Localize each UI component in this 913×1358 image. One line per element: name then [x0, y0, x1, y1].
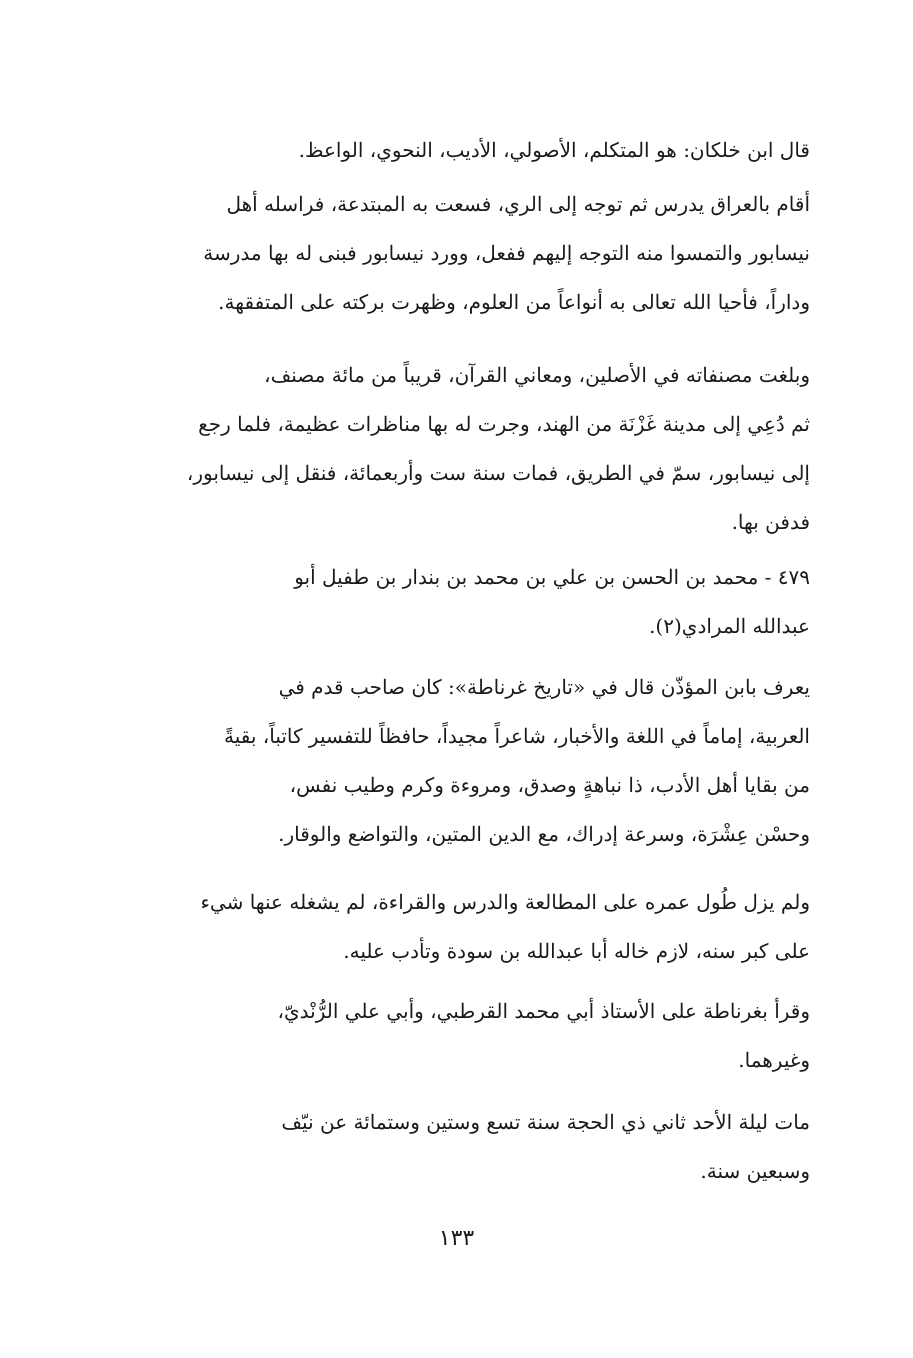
text-line: مات ليلة الأحد ثاني ذي الحجة سنة تسع وستين وستمائة عن نيّف	[281, 1110, 810, 1134]
text-line: وقرأ بغرناطة على الأستاذ أبي محمد القرطبي، وأبي علي الرُّنْديّ،	[277, 999, 810, 1023]
text-line: أقام بالعراق يدرس ثم توجه إلى الري، فسعت به المبتدعة، فراسله أهل	[226, 192, 810, 216]
page-number: ١٣٣	[438, 1226, 475, 1251]
text-line: قال ابن خلكان: هو المتكلم، الأصولي، الأديب، النحوي، الواعظ.	[298, 138, 810, 162]
text-line: عبدالله المرادي(٢).	[649, 614, 810, 638]
text-line: يعرف بابن المؤذّن قال في «تاريخ غرناطة»: كان صاحب قدم في	[278, 675, 810, 699]
text-line: وحسْن عِشْرَة، وسرعة إدراك، مع الدين المتين، والتواضع والوقار.	[278, 822, 810, 846]
paragraph-7	[128, 987, 810, 1085]
text-line: من بقايا أهل الأدب، ذا نباهةٍ وصدق، ومروءة وكرم وطيب نفس،	[289, 773, 810, 797]
paragraph-2	[128, 180, 810, 327]
paragraph-3	[128, 351, 810, 547]
paragraph-8	[128, 1098, 810, 1196]
text-line: فدفن بها.	[731, 510, 810, 534]
text-line: على كبر سنه، لازم خاله أبا عبدالله بن سودة وتأدب عليه.	[343, 939, 810, 963]
paragraph-6	[128, 878, 810, 976]
text-line: نيسابور والتمسوا منه التوجه إليهم ففعل، وورد نيسابور فبنى له بها مدرسة	[203, 241, 810, 265]
text-line: وداراً، فأحيا الله تعالى به أنواعاً من العلوم، وظهرت بركته على المتفقهة.	[218, 290, 810, 314]
text-line: ولم يزل طُول عمره على المطالعة والدرس والقراءة، لم يشغله عنها شيء	[200, 890, 810, 914]
paragraph-1	[128, 126, 810, 175]
entry-heading-479	[128, 553, 810, 651]
paragraph-5	[128, 663, 810, 859]
text-line: وسبعين سنة.	[700, 1159, 810, 1183]
text-line: وبلغت مصنفاته في الأصلين، ومعاني القرآن، قريباً من مائة مصنف،	[264, 363, 810, 387]
text-line: العربية، إماماً في اللغة والأخبار، شاعراً مجيداً، حافظاً للتفسير كاتباً، بقيةً	[223, 724, 810, 748]
text-line: وغيرهما.	[738, 1048, 810, 1072]
text-line: ٤٧٩ - محمد بن الحسن بن علي بن محمد بن بندار بن طفيل أبو	[294, 565, 810, 589]
text-line: ثم دُعِي إلى مدينة غَزْنَة من الهند، وجرت له بها مناظرات عظيمة، فلما رجع	[198, 412, 810, 436]
text-line: إلى نيسابور، سمّ في الطريق، فمات سنة ست وأربعمائة، فنقل إلى نيسابور،	[186, 461, 810, 485]
